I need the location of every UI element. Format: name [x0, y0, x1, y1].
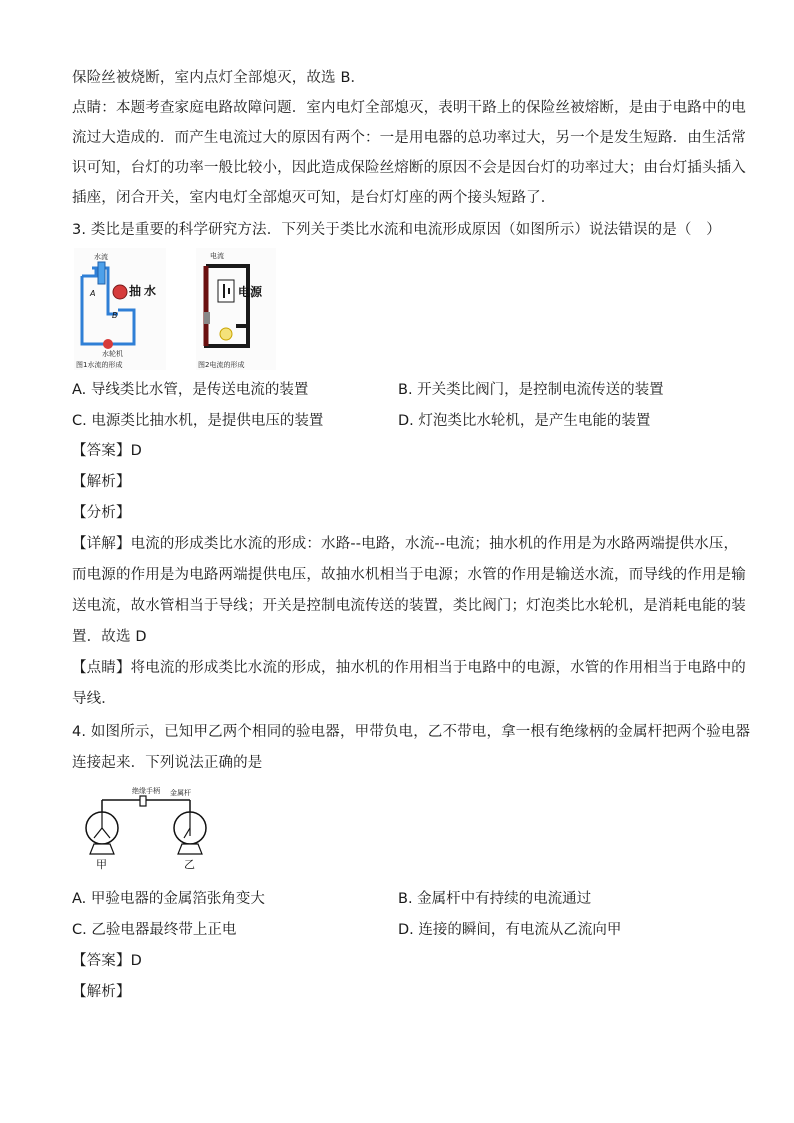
q3-detail-line: 置．故选 D	[72, 629, 147, 645]
q4-option-d: D. 连接的瞬间，有电流从乙流向甲	[398, 922, 622, 938]
fig1-wheel-label: 水轮机	[102, 350, 123, 358]
q4-option-a: A. 甲验电器的金属箔张角变大	[72, 891, 265, 907]
q4-option-b: B. 金属杆中有持续的电流通过	[398, 891, 592, 907]
question-4-stem: 4. 如图所示，已知甲乙两个相同的验电器，甲带负电，乙不带电，拿一根有绝缘柄的金属杆把两个验电器	[72, 724, 751, 740]
fig1-pump-label: 抽	[129, 284, 142, 298]
question-4-stem: 连接起来．下列说法正确的是	[72, 755, 263, 771]
fig1-label-b: B	[112, 311, 118, 320]
fig2-caption: 图2电流的形成	[198, 361, 245, 369]
handle-label: 绝缘手柄	[132, 787, 160, 795]
q3-detail-line: 送电流，故水管相当于导线；开关是控制电流传送的装置，类比阀门；灯泡类比水轮机，是消耗电能的装	[72, 598, 746, 614]
figure-water-flow	[74, 248, 166, 370]
electroscope-jia-label: 甲	[96, 858, 107, 871]
q4-answer: 【答案】D	[72, 953, 142, 969]
q3-answer: 【答案】D	[72, 443, 142, 459]
text-line: 插座，闭合开关，室内电灯全部熄灭可知，是台灯灯座的两个接头短路了．	[72, 190, 556, 206]
fig2-source-label: 电源	[238, 285, 263, 299]
figure-electroscopes	[72, 784, 230, 874]
fig1-label-a: A	[90, 289, 96, 298]
rod-label: 金属杆	[170, 789, 191, 797]
q3-fenxi-heading: 【分析】	[72, 505, 131, 521]
q3-dianjing-line: 导线．	[72, 691, 116, 707]
electroscope-yi-label: 乙	[184, 858, 195, 871]
q3-detail-line: 【详解】电流的形成类比水流的形成：水路--电路，水流--电流；抽水机的作用是为水路两端提供水压，	[72, 536, 739, 552]
question-3-stem: 3. 类比是重要的科学研究方法．下列关于类比水流和电流形成原因（如图所示）说法错误的是（ ）	[72, 222, 721, 238]
q3-option-b: B. 开关类比阀门，是控制电流传送的装置	[398, 382, 664, 398]
q3-dianjing-line: 【点睛】将电流的形成类比水流的形成，抽水机的作用相当于电路中的电源，水管的作用相当于电路中的	[72, 660, 746, 676]
q4-analysis-heading: 【解析】	[72, 984, 131, 1000]
figure-electric-current	[196, 248, 276, 370]
q3-analysis-heading: 【解析】	[72, 474, 131, 490]
fig1-water-label: 水	[144, 284, 157, 298]
q3-option-d: D. 灯泡类比水轮机，是产生电能的装置	[398, 413, 651, 429]
q3-option-a: A. 导线类比水管，是传送电流的装置	[72, 382, 309, 398]
fig1-caption: 图1水流的形成	[76, 361, 123, 369]
fig1-top-label: 水流	[94, 253, 108, 261]
q4-option-c: C. 乙验电器最终带上正电	[72, 922, 237, 938]
text-line: 点睛：本题考查家庭电路故障问题．室内电灯全部熄灭，表明干路上的保险丝被熔断，是由于电路中的电	[72, 100, 746, 116]
q3-detail-line: 而电源的作用是为电路两端提供电压，故抽水机相当于电源；水管的作用是输送水流，而导线的作用是输	[72, 567, 746, 583]
text-line: 流过大造成的．而产生电流过大的原因有两个：一是用电器的总功率过大，另一个是发生短路．由生活常	[72, 130, 746, 146]
text-line: 保险丝被烧断，室内点灯全部熄灭，故选 B．	[72, 70, 366, 86]
fig2-top-label: 电流	[210, 252, 224, 260]
q3-option-c: C. 电源类比抽水机，是提供电压的装置	[72, 413, 324, 429]
text-line: 识可知，台灯的功率一般比较小，因此造成保险丝熔断的原因不会是因台灯的功率过大；由台灯插头插入	[72, 160, 746, 176]
